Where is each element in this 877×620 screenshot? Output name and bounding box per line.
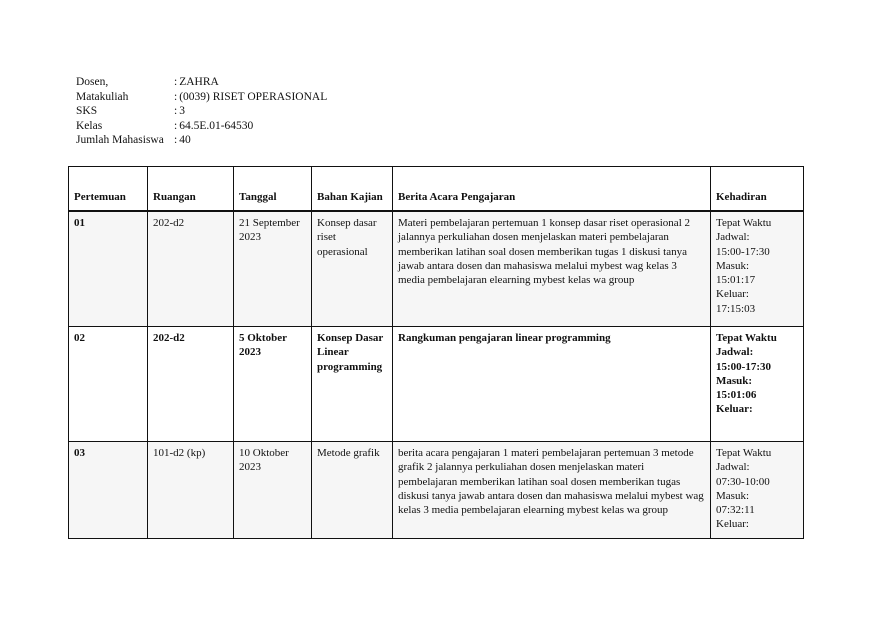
- kehadiran-status: Tepat Waktu: [716, 332, 777, 344]
- header-value-matakuliah: (0039) RISET OPERASIONAL: [179, 90, 328, 103]
- cell-ruangan: 202-d2: [148, 211, 234, 327]
- kehadiran-keluar-label: Keluar:: [716, 518, 749, 531]
- cell-kehadiran: [711, 211, 804, 327]
- header-separator: :: [174, 90, 178, 103]
- kehadiran-masuk-label: Masuk:: [716, 489, 749, 502]
- header-label: Kelas: [76, 119, 103, 132]
- column-header-berita-acara: Berita Acara Pengajaran: [393, 167, 711, 212]
- kehadiran-jadwal: 15:00-17:30: [716, 245, 770, 258]
- kehadiran-keluar-label: Keluar:: [716, 288, 749, 301]
- kehadiran-keluar: 17:15:03: [716, 302, 756, 315]
- column-header-kehadiran: Kehadiran: [711, 167, 804, 212]
- kehadiran-masuk-label: Masuk:: [716, 374, 753, 387]
- cell-tanggal: 10 Oktober 2023: [234, 442, 312, 539]
- table-header-row: [69, 167, 804, 212]
- kehadiran-jadwal: 15:00-17:30: [716, 360, 771, 373]
- header-label: Matakuliah: [76, 90, 129, 103]
- header-label: Dosen,: [76, 76, 109, 88]
- column-header-pertemuan: Pertemuan: [69, 167, 148, 212]
- header-row-dosen: [76, 75, 327, 90]
- cell-bahan-kajian: Metode grafik: [312, 442, 393, 539]
- header-value-kelas: 64.5E.01-64530: [179, 119, 254, 132]
- column-header-tanggal: Tanggal: [234, 167, 312, 212]
- cell-tanggal: 5 Oktober 2023: [234, 327, 312, 442]
- header-row-sks: [76, 104, 327, 119]
- cell-berita-acara: berita acara pengajaran 1 materi pembelajaran pertemuan 3 metode grafik 2 jalannya perkuliahan dosen menjelaskan materi pembelajaran memberikan latihan soal dosen memberikan tugas diskusi tanya jawab antara dosen dan mahasiswa melalui mybest wag kelas 3 media pembelajaran elearning mybest kelas wa group: [393, 442, 711, 539]
- cell-kehadiran: [711, 442, 804, 539]
- cell-ruangan: 101-d2 (kp): [148, 442, 234, 539]
- header-separator: :: [174, 119, 178, 132]
- column-header-bahan-kajian: Bahan Kajian: [312, 167, 393, 212]
- cell-pertemuan: 01: [69, 211, 148, 327]
- kehadiran-masuk: 15:01:06: [716, 389, 757, 402]
- cell-berita-acara: Materi pembelajaran pertemuan 1 konsep dasar riset operasional 2 jalannya perkuliahan dosen menjelaskan materi pembelajaran memberikan latihan soal dosen memberikan tugas 1 diskusi tanya jawab antara dosen dan mahasiswa melalui mybest wag kelas 3 media pembelajaran elearning mybest kelas wa group: [393, 211, 711, 327]
- kehadiran-status: Tepat Waktu: [716, 447, 772, 459]
- header-value-jumlah-mahasiswa: 40: [179, 134, 191, 147]
- header-separator: :: [174, 134, 178, 147]
- kehadiran-status: Tepat Waktu: [716, 217, 772, 229]
- course-info-header: [76, 75, 327, 148]
- cell-bahan-kajian: Konsep Dasar Linear programming: [312, 327, 393, 442]
- header-row-jumlah-mahasiswa: [76, 133, 327, 148]
- column-header-ruangan: Ruangan: [148, 167, 234, 212]
- kehadiran-jadwal-label: Jadwal:: [716, 346, 754, 359]
- table-row: [69, 211, 804, 327]
- kehadiran-jadwal-label: Jadwal:: [716, 461, 750, 474]
- header-label: SKS: [76, 105, 98, 118]
- kehadiran-jadwal: 07:30-10:00: [716, 475, 770, 488]
- cell-bahan-kajian: Konsep dasar riset operasional: [312, 211, 393, 327]
- header-value-sks: 3: [179, 105, 185, 118]
- cell-pertemuan: 03: [69, 442, 148, 539]
- table-row: [69, 442, 804, 539]
- cell-kehadiran: [711, 327, 804, 442]
- header-value-dosen: ZAHRA: [179, 76, 219, 88]
- kehadiran-masuk-label: Masuk:: [716, 259, 749, 272]
- kehadiran-masuk: 15:01:17: [716, 274, 756, 287]
- attendance-table: [68, 166, 804, 539]
- table-row: [69, 327, 804, 442]
- cell-tanggal: 21 September 2023: [234, 211, 312, 327]
- header-separator: :: [174, 105, 178, 118]
- cell-pertemuan: 02: [69, 327, 148, 442]
- header-row-kelas: [76, 119, 327, 134]
- kehadiran-keluar-label: Keluar:: [716, 403, 753, 416]
- header-row-matakuliah: [76, 90, 327, 105]
- kehadiran-masuk: 07:32:11: [716, 504, 755, 517]
- header-label: Jumlah Mahasiswa: [76, 134, 164, 147]
- cell-berita-acara: Rangkuman pengajaran linear programming: [393, 327, 711, 442]
- cell-ruangan: 202-d2: [148, 327, 234, 442]
- kehadiran-jadwal-label: Jadwal:: [716, 231, 750, 244]
- header-separator: :: [174, 76, 178, 88]
